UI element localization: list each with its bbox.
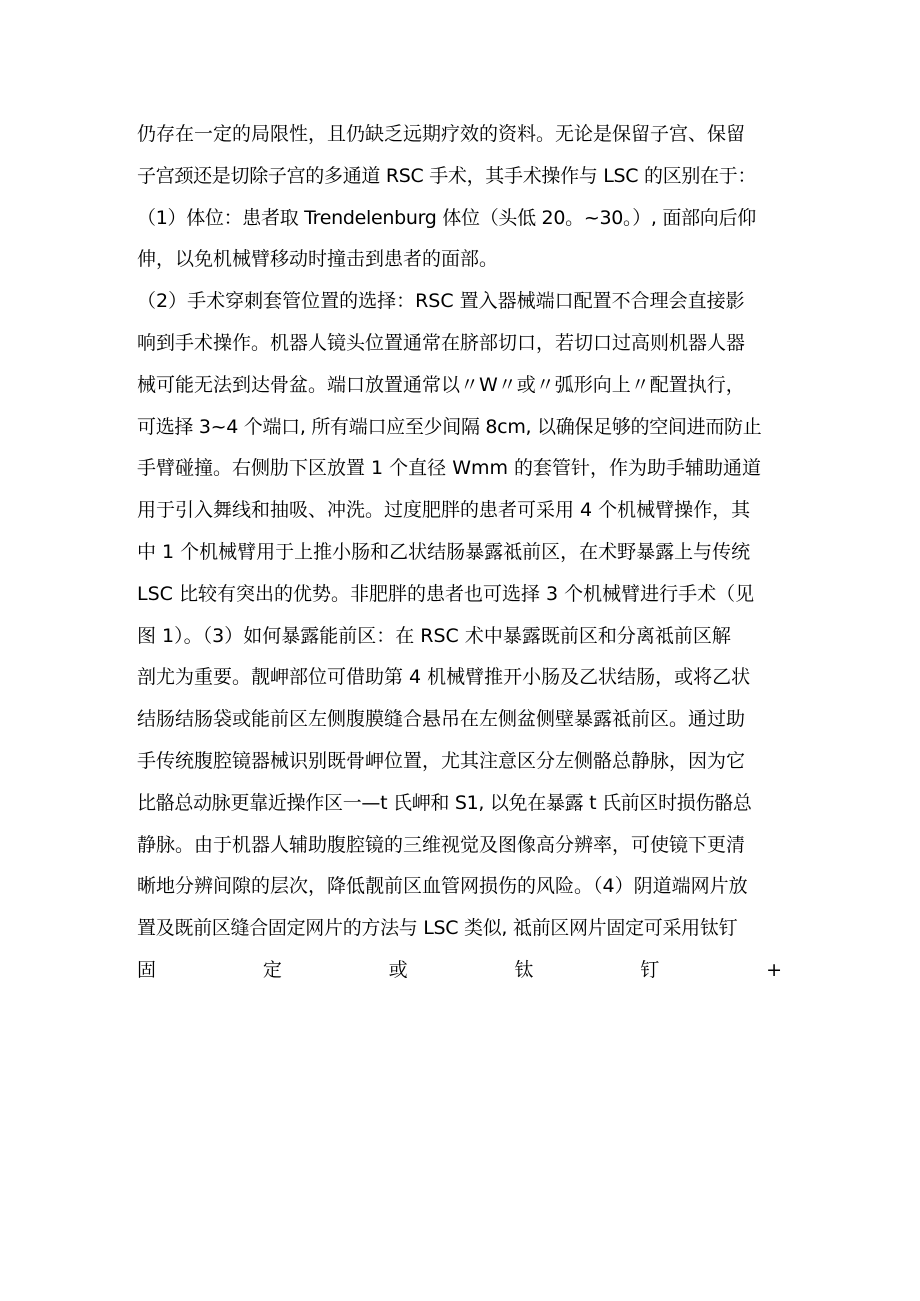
word-5: 钉 [640,958,660,981]
text-line-18: 静脉。由于机器人辅助腹腔镜的三维视觉及图像高分辨率，可使镜下更清 [137,833,746,856]
word-3: 或 [388,958,408,981]
text-line-13: 图 1）。（3）如何暴露能前区：在 RSC 术中暴露既前区和分离祗前区解 [137,624,731,647]
text-line-8: 可选择 3~4 个端口, 所有端口应至少间隔 8cm, 以确保足够的空间进而防止 [137,415,762,438]
text-line-1: 仍存在一定的局限性，且仍缺乏远期疗效的资料。无论是保留子宫、保留 [137,123,746,145]
text-line-20: 置及既前区缝合固定网片的方法与 LSC 类似, 祗前区网片固定可采用钛钉 [137,917,738,940]
text-line-7: 械可能无法到达骨盆。端口放置通常以〃W〃或〃弧形向上〃配置执行， [137,373,745,396]
word-1: 固 [137,958,157,981]
text-line-16: 手传统腹腔镜器械识别既骨岬位置，尤其注意区分左侧骼总静脉，因为它 [137,749,746,772]
text-line-12: LSC 比较有突出的优势。非肥胖的患者也可选择 3 个机械臂进行手术（见 [137,582,755,605]
text-line-5: （2）手术穿刺套管位置的选择：RSC 置入器械端口配置不合理会直接影 [137,290,745,313]
text-line-2: 子宫颈还是切除子宫的多通道 RSC 手术，其手术操作与 LSC 的区别在于： [137,164,757,187]
text-line-3: （1）体位：患者取 Trendelenburg 体位（头低 20。~30。）, 面部向后仰 [137,206,756,229]
text-line-17: 比骼总动脉更靠近操作区一—t 氏岬和 S1, 以免在暴露 t 氏前区时损伤骼总 [137,791,752,814]
text-line-4: 伸，以免机械臂移动时撞击到患者的面部。 [137,248,499,271]
word-2: 定 [262,958,282,981]
text-line-15: 结肠结肠袋或能前区左侧腹膜缝合悬吊在左侧盆侧壁暴露祗前区。通过助 [137,708,746,731]
text-line-6: 响到手术操作。机器人镜头位置通常在脐部切口，若切口过高则机器人器 [137,331,746,354]
text-line-10: 用于引入舞线和抽吸、冲洗。过度肥胖的患者可采用 4 个机械臂操作，其 [137,499,751,522]
body-text [137,114,797,992]
text-line-11: 中 1 个机械臂用于上推小肠和乙状结肠暴露祗前区，在术野暴露上与传统 [137,540,751,563]
word-4: 钛 [514,958,534,981]
text-line-19: 晰地分辨间隙的层次，降低靓前区血管网损伤的风险。（4）阴道端网片放 [137,875,748,898]
text-line-9: 手臂碰撞。右侧肋下区放置 1 个直径 Wmm 的套管针，作为助手辅助通道 [137,457,762,480]
text-line-21-justified [137,950,782,992]
text-line-14: 剖尤为重要。靓岬部位可借助第 4 机械臂推开小肠及乙状结肠，或将乙状 [137,666,751,689]
word-6: + [766,958,782,981]
